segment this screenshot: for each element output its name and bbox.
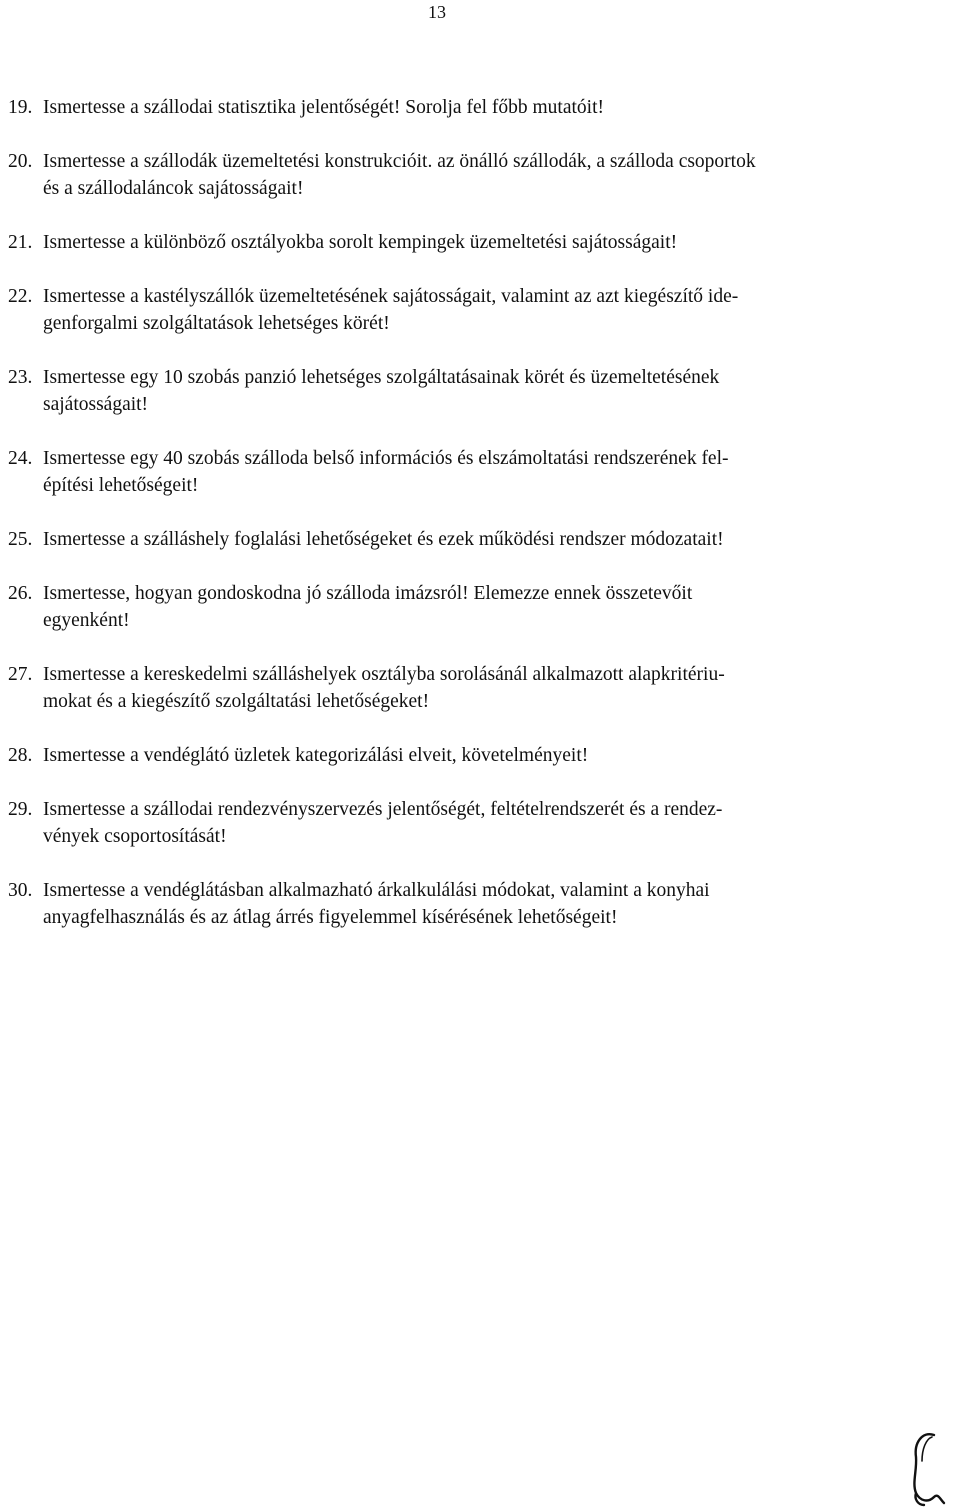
question-item [8, 283, 868, 337]
question-text-line: Ismertesse, hogyan gondoskodna jó szálloda imázsról! Elemezze ennek összetevőit [43, 583, 693, 604]
question-list [8, 94, 868, 958]
question-text-line: Ismertesse a vendéglátásban alkalmazható árkalkulálási módokat, valamint a konyhai [43, 880, 710, 901]
question-number: 27. [8, 664, 33, 685]
question-number: 25. [8, 529, 33, 550]
question-text-line: Ismertesse a különböző osztályokba sorolt kempingek üzemeltetési sajátosságait! [43, 232, 678, 253]
question-item [8, 661, 868, 715]
question-text-line: vények csoportosítását! [43, 826, 227, 847]
question-text-line: mokat és a kiegészítő szolgáltatási lehetőségeket! [43, 691, 430, 712]
question-number: 21. [8, 232, 33, 253]
question-item [8, 364, 868, 418]
question-item [8, 877, 868, 931]
signature-mark [904, 1427, 950, 1507]
question-number: 20. [8, 151, 33, 172]
question-text-line: egyenként! [43, 610, 130, 631]
question-text-line: genforgalmi szolgáltatások lehetséges körét! [43, 313, 390, 334]
question-number: 19. [8, 97, 33, 118]
question-item [8, 148, 868, 202]
question-item [8, 580, 868, 634]
question-text-line: Ismertesse a szállodák üzemeltetési konstrukcióit. az önálló szállodák, a szálloda csoportok [43, 151, 756, 172]
question-number: 23. [8, 367, 33, 388]
question-item [8, 94, 868, 121]
question-item [8, 445, 868, 499]
question-text-line: építési lehetőségeit! [43, 475, 199, 496]
question-text-line: és a szállodaláncok sajátosságait! [43, 178, 304, 199]
question-text-line: Ismertesse a szállodai statisztika jelentőségét! Sorolja fel főbb mutatóit! [43, 97, 604, 118]
question-text-line: sajátosságait! [43, 394, 149, 415]
question-number: 26. [8, 583, 33, 604]
question-text-line: Ismertesse a kastélyszállók üzemeltetésének sajátosságait, valamint az azt kiegészítő ide- [43, 286, 739, 307]
question-number: 29. [8, 799, 33, 820]
question-text-line: Ismertesse a vendéglátó üzletek kategorizálási elveit, követelményeit! [43, 745, 589, 766]
question-number: 24. [8, 448, 33, 469]
question-item [8, 796, 868, 850]
question-text-line: anyagfelhasználás és az átlag árrés figyelemmel kísérésének lehetőségeit! [43, 907, 618, 928]
question-text-line: Ismertesse a szálláshely foglalási lehetőségeket és ezek működési rendszer módozatait! [43, 529, 724, 550]
question-number: 22. [8, 286, 33, 307]
question-item [8, 229, 868, 256]
question-text-line: Ismertesse a szállodai rendezvényszervezés jelentőségét, feltételrendszerét és a rendez- [43, 799, 723, 820]
question-text-line: Ismertesse egy 40 szobás szálloda belső információs és elszámoltatási rendszerének fel- [43, 448, 729, 469]
page-number: 13 [428, 2, 446, 22]
question-text-line: Ismertesse egy 10 szobás panzió lehetséges szolgáltatásainak körét és üzemeltetésének [43, 367, 720, 388]
question-item [8, 526, 868, 553]
question-item [8, 742, 868, 769]
question-number: 28. [8, 745, 33, 766]
question-number: 30. [8, 880, 33, 901]
question-text-line: Ismertesse a kereskedelmi szálláshelyek osztályba sorolásánál alkalmazott alapkritériu- [43, 664, 725, 685]
